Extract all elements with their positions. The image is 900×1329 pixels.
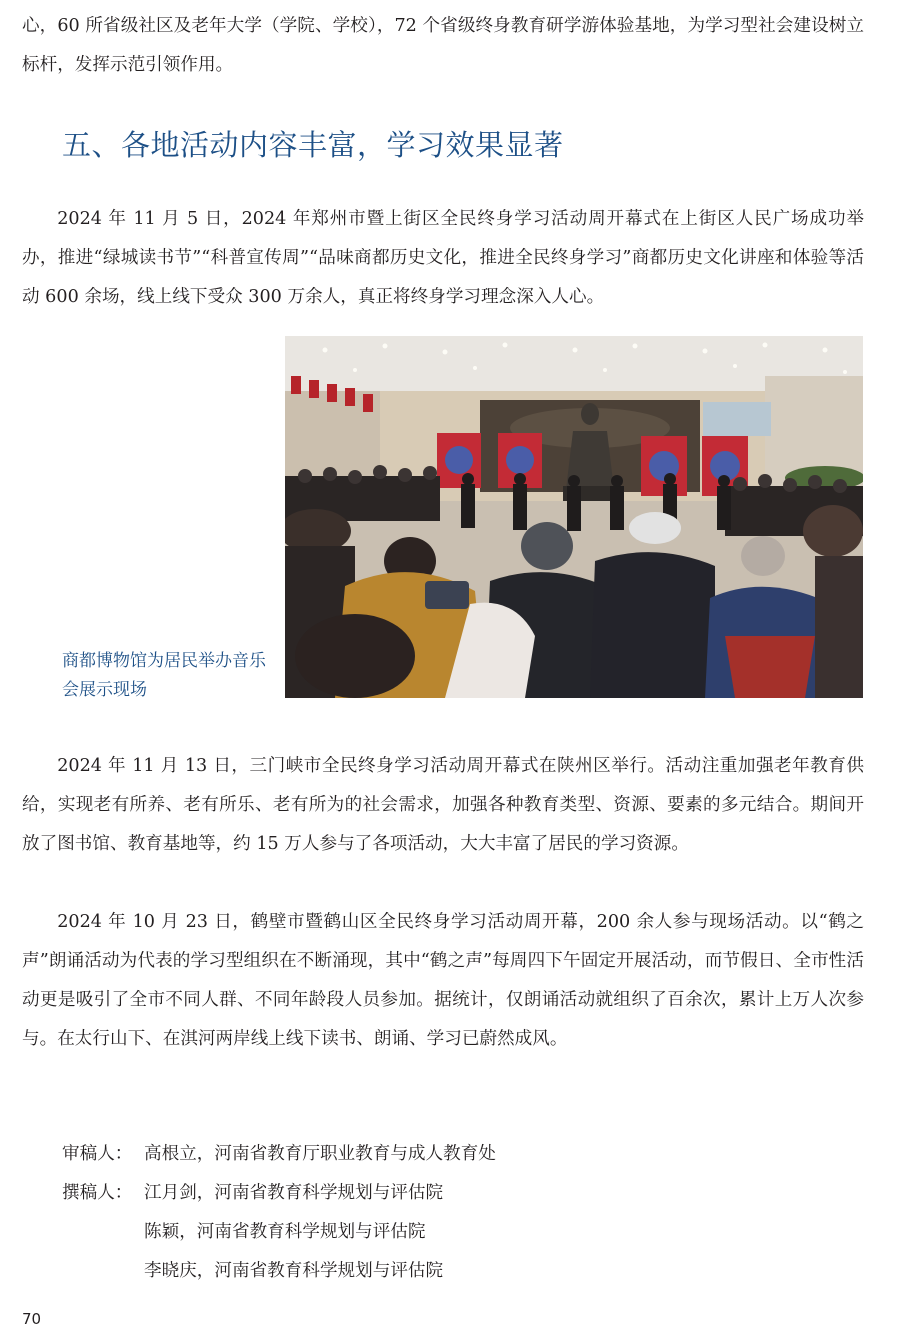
page-number: 70 (22, 1310, 42, 1328)
author-entry: 江月剑，河南省教育科学规划与评估院 (144, 1183, 444, 1203)
credit-author (62, 1213, 426, 1252)
zhengzhou-paragraph: 2024 年 11 月 5 日，2024 年郑州市暨上街区全民终身学习活动周开幕式在上街区人民广场成功举办，推进“绿城读书节”“科普宣传周”“品味商都历史文化，推进全民终身学习”商都历史文化讲座和体验等活动 600 余场，线上线下受众 300 万余人，真正将终身学习理念深入人心。 (22, 209, 864, 307)
credit-reviewer (62, 1135, 496, 1174)
credit-author (62, 1174, 443, 1213)
intro-paragraph: 心，60 所省级社区及老年大学（学院、学校），72 个省级终身教育研学游体验基地，为学习型社会建设树立标杆，发挥示范引领作用。 (22, 16, 864, 75)
authors-role-label: 撰稿人： (62, 1183, 133, 1203)
reviewer-entry: 高根立，河南省教育厅职业教育与成人教育处 (144, 1144, 496, 1164)
author-entry: 陈颖，河南省教育科学规划与评估院 (144, 1222, 426, 1242)
sanmenxia-paragraph: 2024 年 11 月 13 日，三门峡市全民终身学习活动周开幕式在陕州区举行。活动注重加强老年教育供给，实现老有所养、老有所乐、老有所为的社会需求，加强各种教育类型、资源、要素的多元结合。期间开放了图书馆、教育基地等，约 15 万人参与了各项活动，大大丰富了居民的学习资源。 (22, 756, 864, 854)
reviewer-role-label: 审稿人： (62, 1144, 133, 1164)
museum-concert-photo (285, 336, 863, 698)
section-heading: 五、各地活动内容丰富，学习效果显著 (62, 128, 564, 162)
credit-author (62, 1252, 443, 1291)
photo-caption: 商都博物馆为居民举办音乐会展示现场 (62, 651, 266, 700)
hebi-paragraph: 2024 年 10 月 23 日，鹤壁市暨鹤山区全民终身学习活动周开幕，200 余人参与现场活动。以“鹤之声”朗诵活动为代表的学习型组织在不断涌现，其中“鹤之声”每周四下午固定开展活动，而节假日、全市性活动更是吸引了全市不同人群、不同年龄段人员参加。据统计，仅朗诵活动就组织了百余次，累计上万人次参与。在太行山下、在淇河两岸线上线下读书、朗诵、学习已蔚然成风。 (22, 912, 864, 1049)
author-entry: 李晓庆，河南省教育科学规划与评估院 (144, 1261, 444, 1281)
